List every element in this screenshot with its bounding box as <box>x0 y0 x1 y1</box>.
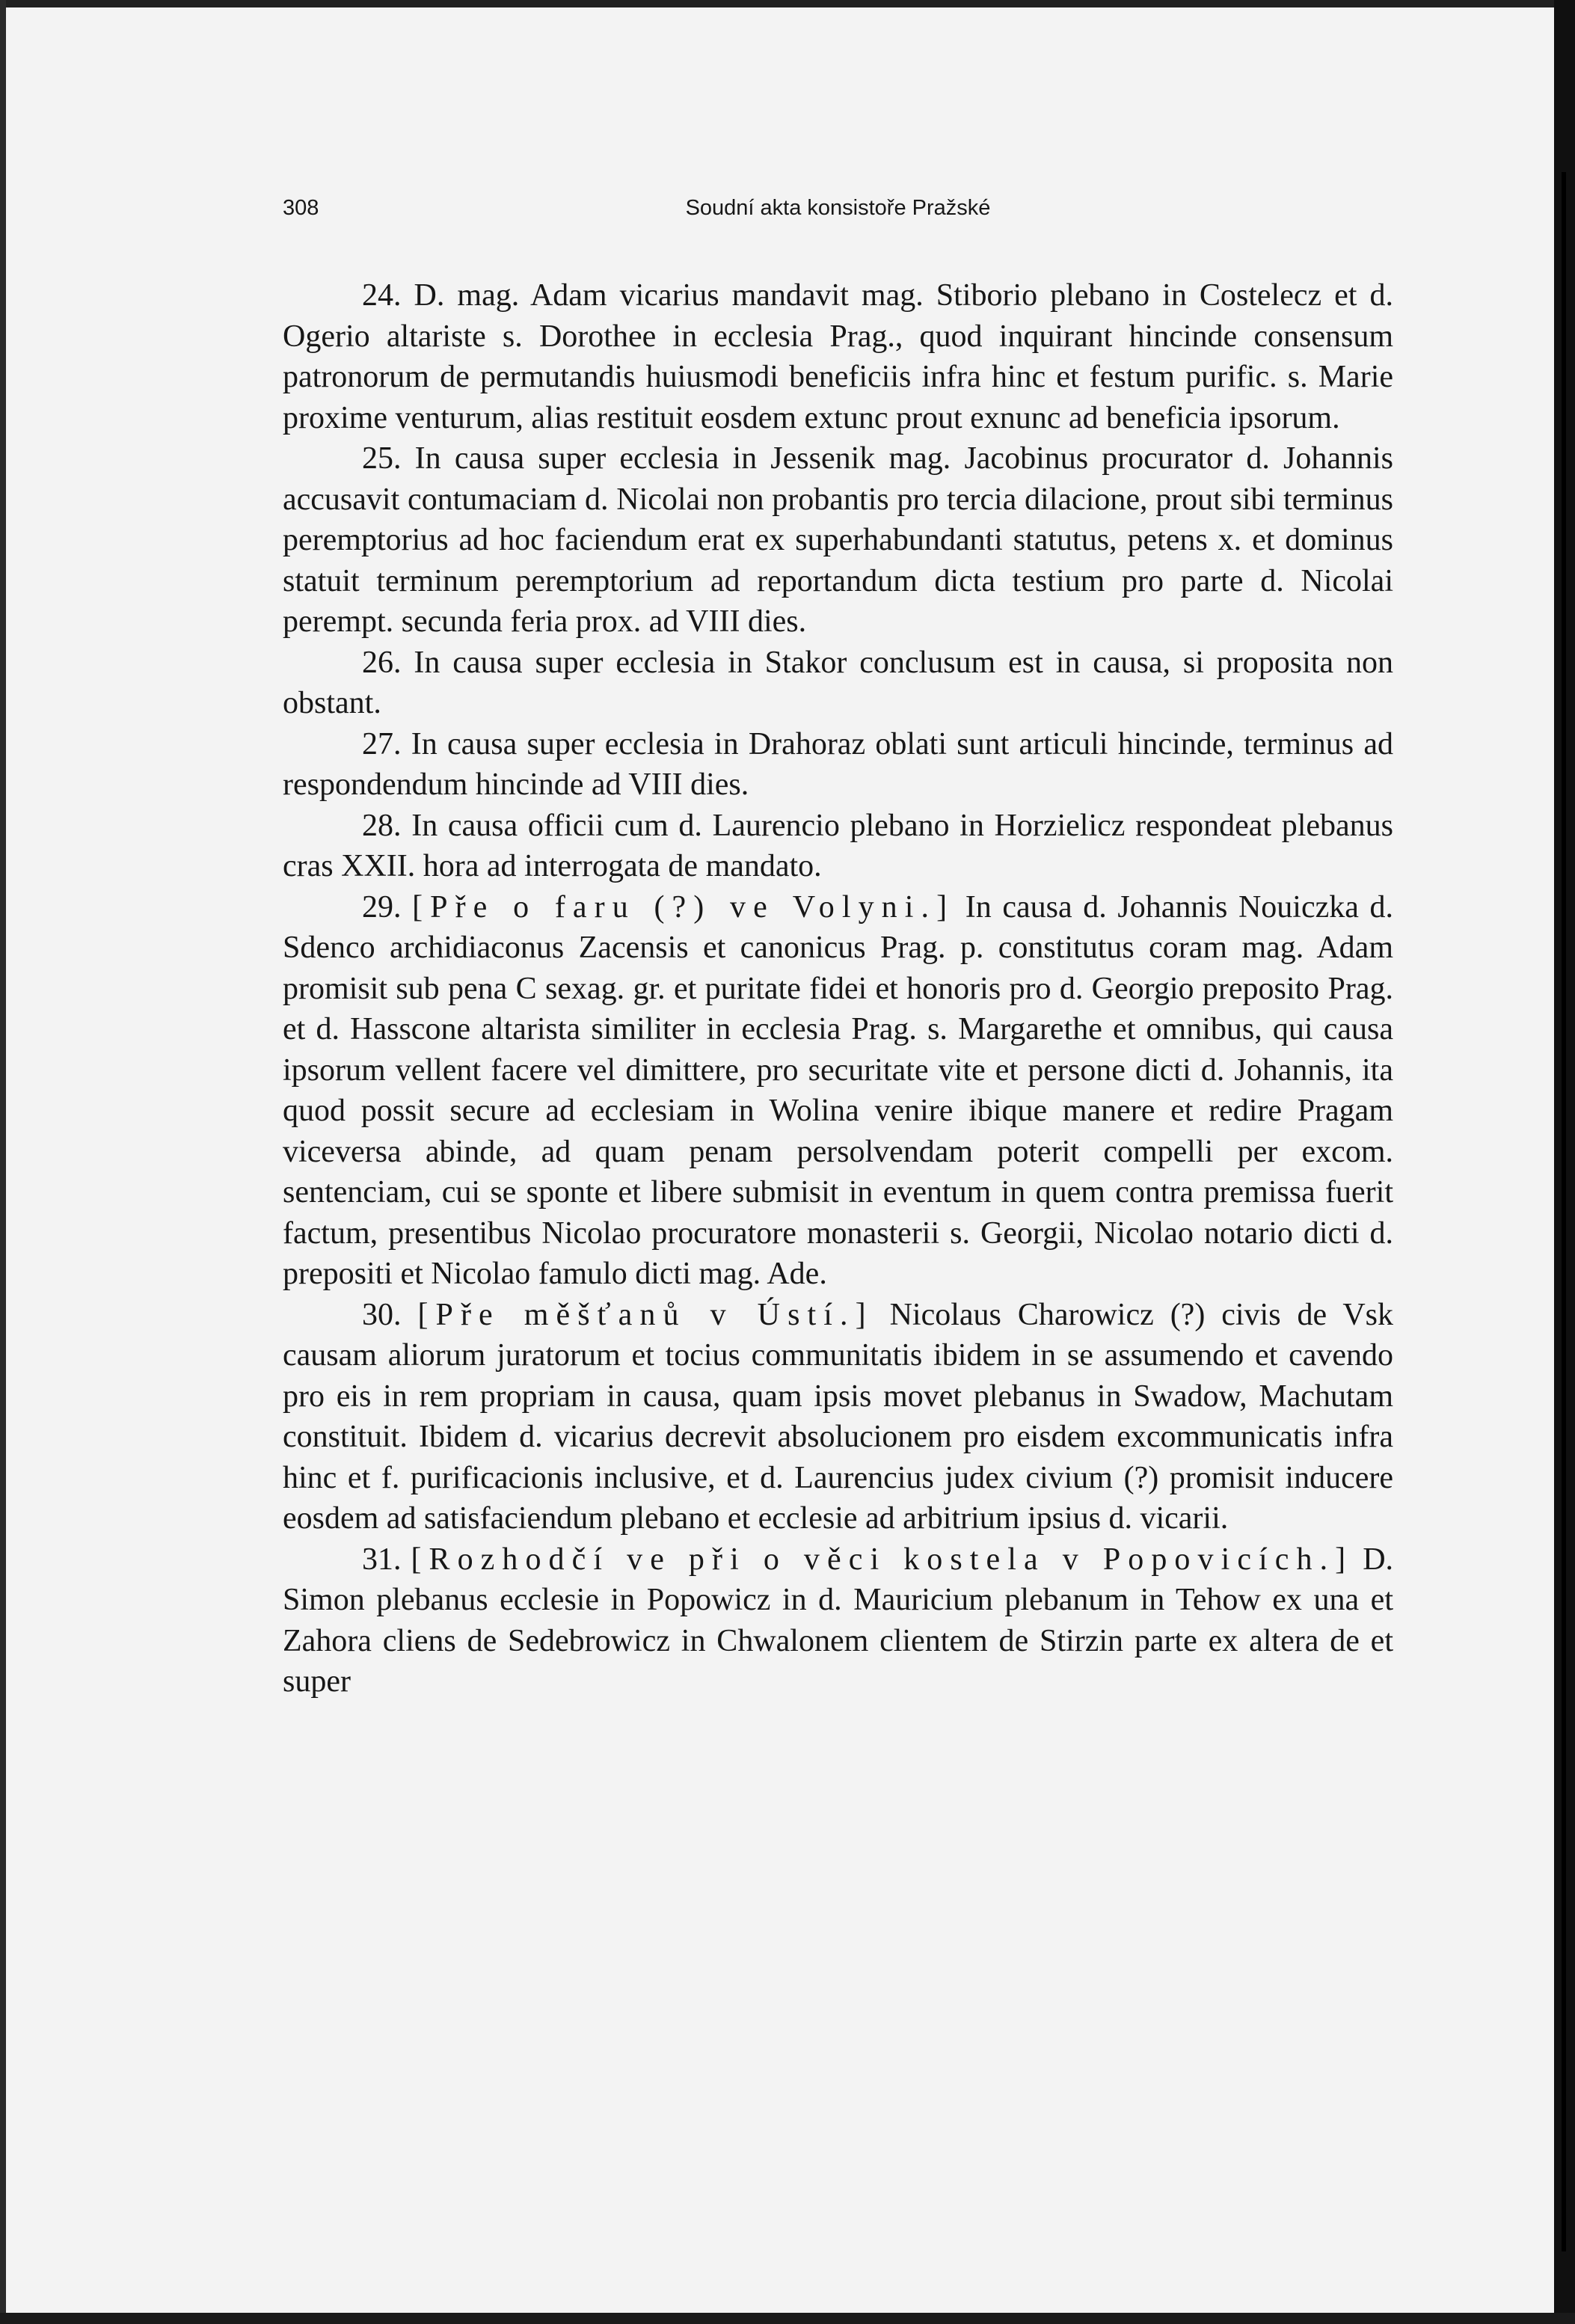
entry-27 <box>283 724 1393 806</box>
scan-edge-bottom <box>0 2313 1575 2324</box>
entry-text: In causa super ecclesia in Stakor conclusum est in causa, si proposita non obstant. <box>283 645 1394 720</box>
entry-heading: [Pře měšťanů v Ústí.] <box>417 1297 874 1332</box>
entry-text: D. mag. Adam vicarius mandavit mag. Stiborio plebano in Costelecz et d. Ogerio altariste s. Dorothee in ecclesia Prag., quod inquirant hincinde consensum patronorum de permutandis huiusmodi beneficiis infra hinc et festum purific. s. Marie proxime venturum, alias restituit eosdem extunc prout exnunc ad beneficia ipsorum. <box>283 278 1393 435</box>
running-title: Soudní akta konsistoře Pražské <box>685 196 991 220</box>
page-header <box>283 196 1393 229</box>
entry-text: In causa super ecclesia in Drahoraz oblati sunt articuli hincinde, terminus ad respondendum hincinde ad VIII dies. <box>283 726 1393 802</box>
entry-text: In causa officii cum d. Laurencio plebano in Horzielicz respondeat plebanus cras XXII. hora ad interrogata de mandato. <box>283 808 1394 883</box>
entry-number: 26. <box>362 645 402 680</box>
entry-text: In causa d. Johannis Nouiczka d. Sdenco archidiaconus Zacensis et canonicus Prag. p. constitutus coram mag. Adam promisit sub pena C sexag. gr. et puritate fidei et honoris pro d. Georgio preposito Prag. et d. Hasscone altarista similiter in ecclesia Prag. s. Margarethe et omnibus, qui causa ipsorum vellent facere vel dimittere, pro securitate vite et persone dicti d. Johannis, ita quod possit secure ad ecclesiam in Wolina venire ibique manere et redire Pragam viceversa abinde, ad quam penam persolvendam poterit compelli per excom. sentenciam, cui se sponte et libere submisit in eventum in quem contra premissa fuerit factum, presentibus Nicolao procuratore monasterii s. Georgii, Nicolao notario dicti d. prepositi et Nicolao famulo dicti mag. Ade. <box>283 889 1393 1291</box>
entry-heading: [Rozhodčí ve při o věci kostela v Popovicích.] <box>411 1542 1354 1577</box>
scan-edge-left <box>0 0 6 2324</box>
entry-number: 29. <box>362 889 402 925</box>
entry-29 <box>283 887 1393 1295</box>
entry-number: 27. <box>362 726 402 761</box>
entry-25 <box>283 438 1393 643</box>
entry-number: 28. <box>362 808 402 843</box>
entry-number: 25. <box>362 441 402 476</box>
entry-24 <box>283 275 1393 438</box>
document-body <box>283 275 1393 1702</box>
entry-26 <box>283 643 1393 724</box>
scan-edge-top <box>0 0 1575 7</box>
entry-30 <box>283 1295 1393 1539</box>
entry-28 <box>283 806 1393 887</box>
entry-heading: [Pře o faru (?) ve Volyni.] <box>412 889 955 925</box>
binding-rule <box>1562 172 1566 2251</box>
entry-text: In causa super ecclesia in Jessenik mag. Jacobinus procurator d. Johannis accusavit contumaciam d. Nicolai non probantis pro tercia dilacione, prout sibi terminus peremptorius ad hoc faciendum erat ex superhabundanti statutus, petens x. et dominus statuit terminum peremptorium ad reportandum dicta testium pro parte d. Nicolai perempt. secunda feria prox. ad VIII dies. <box>283 441 1393 639</box>
entry-number: 31. <box>362 1542 402 1577</box>
entry-text: Nicolaus Charowicz (?) civis de Vsk causam aliorum juratorum et tocius communitatis ibidem in se assumendo et cavendo pro eis in rem propriam in causa, quam ipsis movet plebanus in Swadow, Machutam constituit. Ibidem d. vicarius decrevit absolucionem pro eisdem excommunicatis infra hinc et f. purificacionis inclusive, et d. Laurencius judex civium (?) promisit inducere eosdem ad satisfaciendum plebano et ecclesie ad arbitrium ipsius d. vicarii. <box>283 1297 1393 1536</box>
entry-number: 30. <box>362 1297 402 1332</box>
entry-text: D. Simon plebanus ecclesie in Popowicz in d. Mauricium plebanum in Tehow ex una et Zahora cliens de Sedebrowicz in Chwalonem clientem de Stirzin parte ex altera de et super <box>283 1542 1394 1699</box>
entry-31 <box>283 1539 1393 1702</box>
page-number: 308 <box>283 196 319 220</box>
entry-number: 24. <box>362 278 402 313</box>
